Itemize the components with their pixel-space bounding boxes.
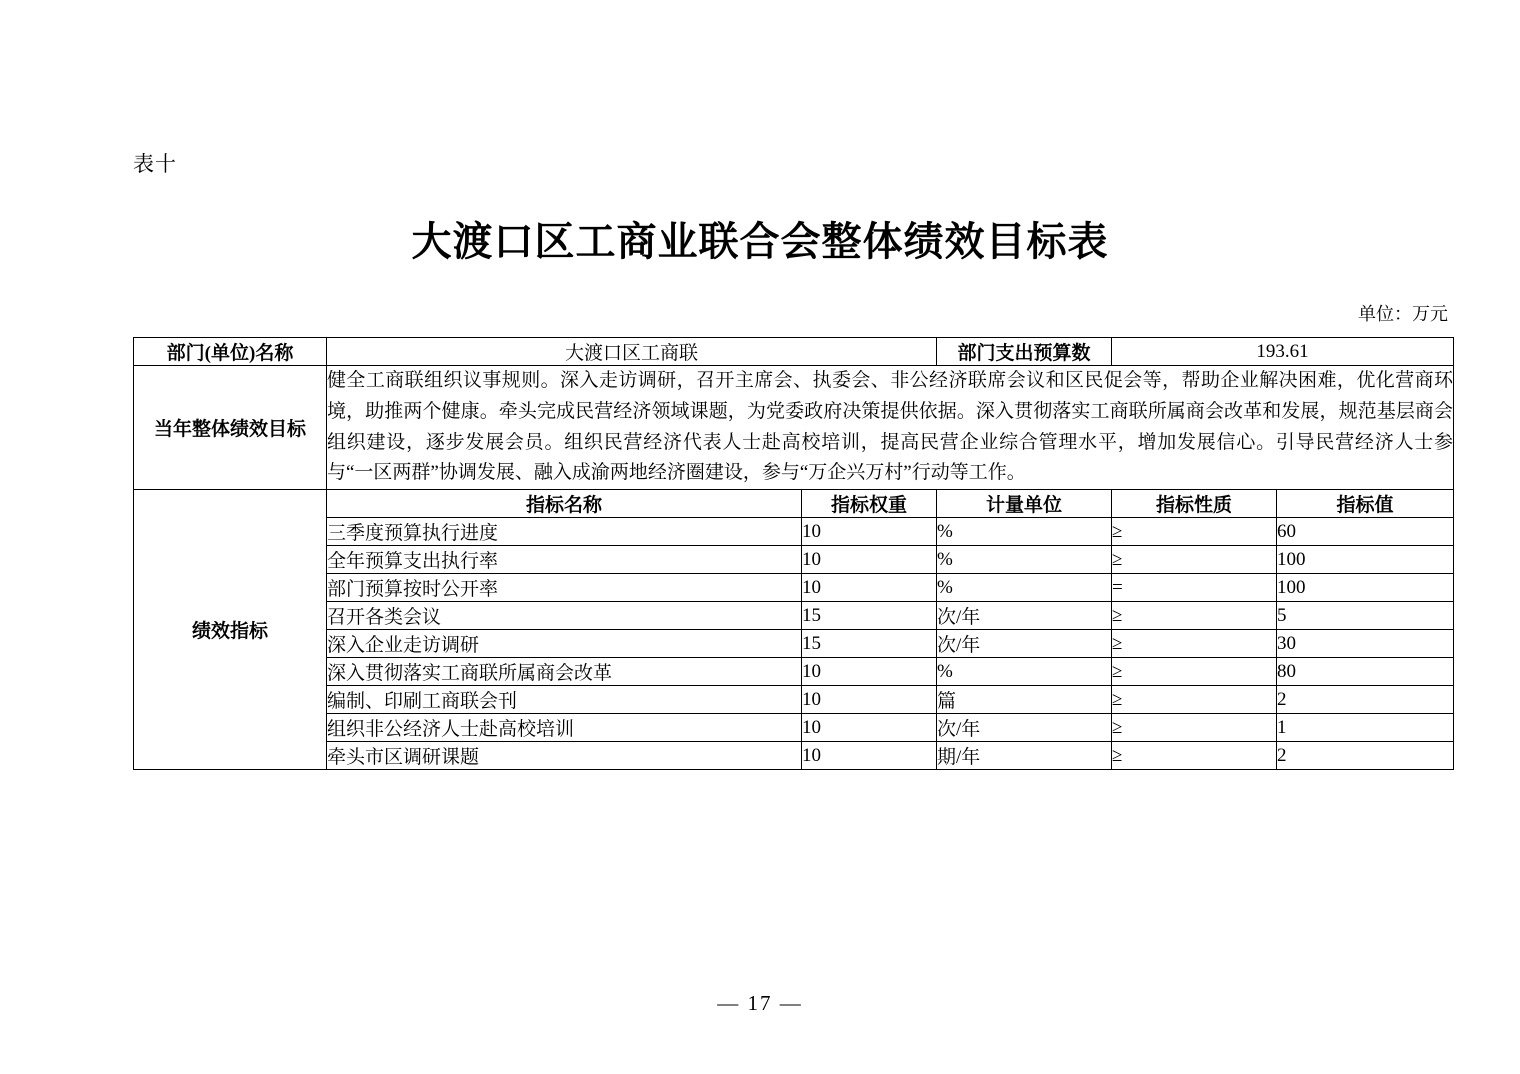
table-row: [134, 714, 1454, 742]
indicator-unit: %: [937, 518, 1112, 546]
indicator-unit: 次/年: [937, 630, 1112, 658]
budget-value: 193.61: [1112, 338, 1454, 366]
header-indicator-nature: 指标性质: [1112, 490, 1277, 518]
indicator-nature: ≥: [1112, 686, 1277, 714]
overall-goal-label: 当年整体绩效目标: [134, 366, 327, 490]
header-indicator-unit: 计量单位: [937, 490, 1112, 518]
table-row: [134, 546, 1454, 574]
table-row: [134, 574, 1454, 602]
indicator-weight: 10: [802, 658, 937, 686]
indicator-weight: 10: [802, 518, 937, 546]
indicator-nature: ≥: [1112, 518, 1277, 546]
indicator-weight: 15: [802, 630, 937, 658]
indicator-weight: 10: [802, 574, 937, 602]
indicator-value: 100: [1277, 546, 1454, 574]
indicator-value: 5: [1277, 602, 1454, 630]
indicator-nature: ≥: [1112, 546, 1277, 574]
indicator-nature: =: [1112, 574, 1277, 602]
indicator-unit: 次/年: [937, 602, 1112, 630]
indicator-value: 100: [1277, 574, 1454, 602]
header-indicator-value: 指标值: [1277, 490, 1454, 518]
indicator-nature: ≥: [1112, 742, 1277, 770]
indicator-unit: %: [937, 574, 1112, 602]
page-title: 大渡口区工商业联合会整体绩效目标表: [411, 219, 1109, 264]
overall-goal-paragraph: 健全工商联组织议事规则。深入走访调研，召开主席会、执委会、非公经济联席会议和区民促会等，帮助企业解决困难，优化营商环境，助推两个健康。牵头完成民营经济领域课题，为党委政府决策提供依据。深入贯彻落实工商联所属商会改革和发展，规范基层商会组织建设，逐步发展会员。组织民营经济代表人士赴高校培训，提高民营企业综合管理水平，增加发展信心。引导民营经济人士参与“一区两群”协调发展、融入成渝两地经济圈建设，参与“万企兴万村”行动等工作。: [327, 370, 1454, 484]
indicator-name: 牵头市区调研课题: [327, 742, 802, 770]
indicator-nature: ≥: [1112, 714, 1277, 742]
indicator-weight: 15: [802, 602, 937, 630]
budget-label: 部门支出预算数: [937, 338, 1112, 366]
indicator-value: 80: [1277, 658, 1454, 686]
header-indicator-name: 指标名称: [327, 490, 802, 518]
indicator-name: 召开各类会议: [327, 602, 802, 630]
indicator-value: 30: [1277, 630, 1454, 658]
indicator-value: 2: [1277, 686, 1454, 714]
dept-value: 大渡口区工商联: [327, 338, 937, 366]
table-row: [134, 658, 1454, 686]
dept-label: 部门(单位)名称: [134, 338, 327, 366]
header-indicator-weight: 指标权重: [802, 490, 937, 518]
indicator-name: 组织非公经济人士赴高校培训: [327, 714, 802, 742]
indicator-value: 1: [1277, 714, 1454, 742]
table-row-overall-goal: [134, 366, 1454, 490]
indicator-name: 三季度预算执行进度: [327, 518, 802, 546]
indicator-nature: ≥: [1112, 630, 1277, 658]
table-row: [134, 686, 1454, 714]
indicator-weight: 10: [802, 546, 937, 574]
indicator-value: 60: [1277, 518, 1454, 546]
page-number: — 17 —: [717, 991, 803, 1015]
indicator-unit: 篇: [937, 686, 1112, 714]
indicator-nature: ≥: [1112, 658, 1277, 686]
indicators-label: 绩效指标: [134, 490, 327, 770]
indicator-unit: %: [937, 658, 1112, 686]
overall-goal-text: [327, 366, 1454, 490]
table-row-indicator-headers: [134, 490, 1454, 518]
table-row: [134, 742, 1454, 770]
table-row: [134, 602, 1454, 630]
indicator-name: 全年预算支出执行率: [327, 546, 802, 574]
indicator-weight: 10: [802, 714, 937, 742]
indicator-unit: %: [937, 546, 1112, 574]
indicator-weight: 10: [802, 742, 937, 770]
table-label: 表十: [133, 152, 177, 176]
indicator-unit: 期/年: [937, 742, 1112, 770]
indicator-value: 2: [1277, 742, 1454, 770]
table-row-department: [134, 338, 1454, 366]
indicator-name: 深入贯彻落实工商联所属商会改革: [327, 658, 802, 686]
indicator-unit: 次/年: [937, 714, 1112, 742]
unit-note: 单位：万元: [1358, 304, 1448, 324]
indicator-name: 深入企业走访调研: [327, 630, 802, 658]
indicator-name: 编制、印刷工商联会刊: [327, 686, 802, 714]
indicator-weight: 10: [802, 686, 937, 714]
table-row: [134, 630, 1454, 658]
indicator-nature: ≥: [1112, 602, 1277, 630]
indicator-name: 部门预算按时公开率: [327, 574, 802, 602]
performance-goal-table: [133, 337, 1453, 770]
table-row: [134, 518, 1454, 546]
